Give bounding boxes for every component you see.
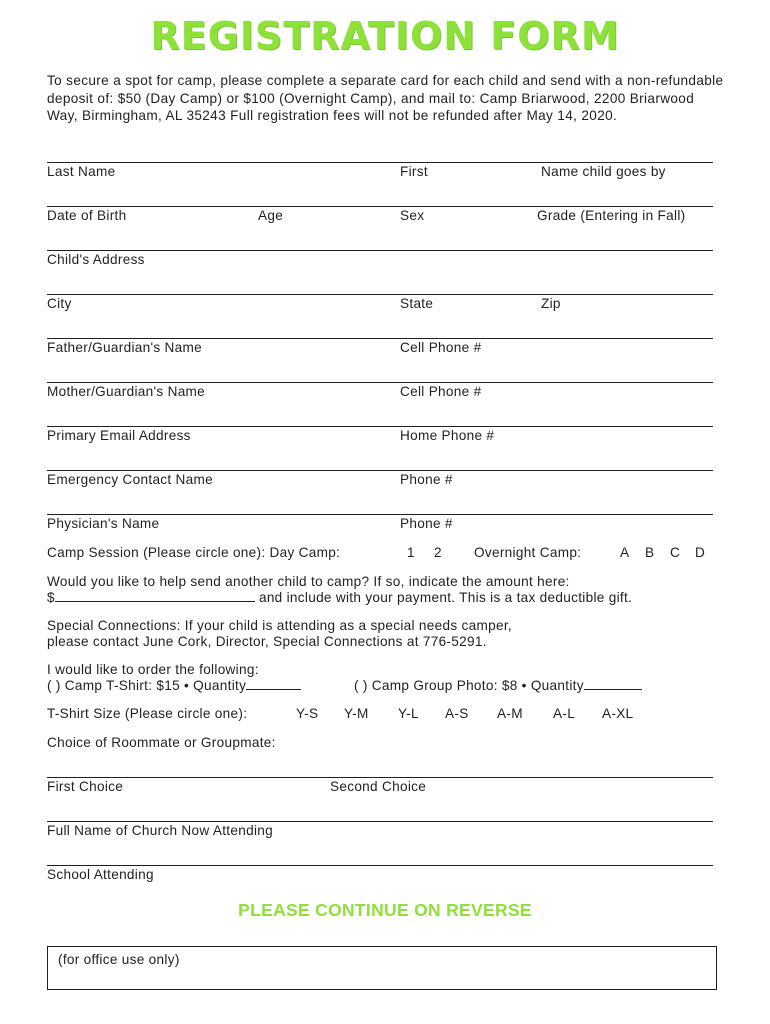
shirt-order-label: ( ) Camp T-Shirt: $15 • Quantity	[47, 678, 247, 693]
email-line[interactable]	[47, 426, 713, 427]
size-y-m[interactable]: Y-M	[344, 706, 369, 721]
sex-label: Sex	[400, 208, 425, 223]
tshirt-size-label: T-Shirt Size (Please circle one):	[47, 706, 248, 721]
email-label: Primary Email Address	[47, 428, 191, 443]
home-phone-label: Home Phone #	[400, 428, 495, 443]
order-photo-row	[354, 678, 642, 694]
last-name-label: Last Name	[47, 164, 116, 179]
photo-quantity-field[interactable]	[584, 689, 642, 690]
dob-line[interactable]	[47, 206, 713, 207]
emergency-line[interactable]	[47, 470, 713, 471]
form-title: REGISTRATION FORM	[150, 14, 620, 58]
zip-label: Zip	[541, 296, 561, 311]
office-use-box	[47, 946, 717, 990]
day-option-2[interactable]: 2	[434, 545, 442, 560]
overnight-option-b[interactable]: B	[645, 545, 655, 560]
address-line[interactable]	[47, 250, 713, 251]
session-label: Camp Session (Please circle one): Day Camp:	[47, 545, 341, 560]
father-cell-label: Cell Phone #	[400, 340, 482, 355]
city-line[interactable]	[47, 294, 713, 295]
day-option-1[interactable]: 1	[407, 545, 415, 560]
father-line[interactable]	[47, 338, 713, 339]
overnight-option-d[interactable]: D	[695, 545, 706, 560]
address-label: Child's Address	[47, 252, 145, 267]
size-y-l[interactable]: Y-L	[398, 706, 419, 721]
currency-sign: $	[47, 590, 55, 605]
nickname-label: Name child goes by	[541, 164, 666, 179]
roommate-line[interactable]	[47, 777, 713, 778]
physician-label: Physician's Name	[47, 516, 160, 531]
church-label: Full Name of Church Now Attending	[47, 823, 273, 838]
city-label: City	[47, 296, 72, 311]
first-name-label: First	[400, 164, 428, 179]
roommate-heading: Choice of Roommate or Groupmate:	[47, 735, 276, 750]
emergency-phone-label: Phone #	[400, 472, 453, 487]
size-a-xl[interactable]: A-XL	[602, 706, 634, 721]
size-a-l[interactable]: A-L	[553, 706, 576, 721]
name-line[interactable]	[47, 162, 713, 163]
church-line[interactable]	[47, 821, 713, 822]
school-line[interactable]	[47, 865, 713, 866]
special-line-1: Special Connections: If your child is attending as a special needs camper,	[47, 618, 513, 633]
overnight-label: Overnight Camp:	[474, 545, 582, 560]
donation-amount-field[interactable]	[55, 601, 255, 602]
photo-order-label: ( ) Camp Group Photo: $8 • Quantity	[354, 678, 584, 693]
mother-label: Mother/Guardian's Name	[47, 384, 206, 399]
first-choice-label: First Choice	[47, 779, 124, 794]
state-label: State	[400, 296, 434, 311]
dob-label: Date of Birth	[47, 208, 127, 223]
donation-suffix: and include with your payment. This is a tax deductible gift.	[258, 590, 633, 605]
mother-cell-label: Cell Phone #	[400, 384, 482, 399]
physician-line[interactable]	[47, 514, 713, 515]
school-label: School Attending	[47, 867, 154, 882]
order-heading: I would like to order the following:	[47, 662, 259, 677]
shirt-quantity-field[interactable]	[246, 689, 301, 690]
overnight-option-a[interactable]: A	[620, 545, 630, 560]
second-choice-label: Second Choice	[330, 779, 427, 794]
overnight-option-c[interactable]: C	[670, 545, 681, 560]
age-label: Age	[258, 208, 284, 223]
mother-line[interactable]	[47, 382, 713, 383]
continue-notice: PLEASE CONTINUE ON REVERSE	[238, 900, 532, 920]
special-line-2: please contact June Cork, Director, Special Connections at 776-5291.	[47, 634, 487, 649]
physician-phone-label: Phone #	[400, 516, 453, 531]
grade-label: Grade (Entering in Fall)	[537, 208, 686, 223]
donation-question: Would you like to help send another child to camp? If so, indicate the amount here:	[47, 574, 570, 589]
order-shirt-row	[47, 678, 301, 694]
emergency-label: Emergency Contact Name	[47, 472, 214, 487]
size-a-m[interactable]: A-M	[497, 706, 523, 721]
size-a-s[interactable]: A-S	[445, 706, 469, 721]
intro-paragraph: To secure a spot for camp, please complete a separate card for each child and send with a non-refundable deposit of: $50 (Day Camp) or $100 (Overnight Camp), and mail to: Camp Briarwood, 2200 Briarwood Way, Birmingham, AL 35243 Full registration fees will not be refunded after May 14, 2020.	[47, 73, 724, 123]
father-label: Father/Guardian's Name	[47, 340, 203, 355]
office-use-label: (for office use only)	[58, 952, 180, 967]
donation-line	[47, 590, 737, 606]
size-y-s[interactable]: Y-S	[296, 706, 319, 721]
